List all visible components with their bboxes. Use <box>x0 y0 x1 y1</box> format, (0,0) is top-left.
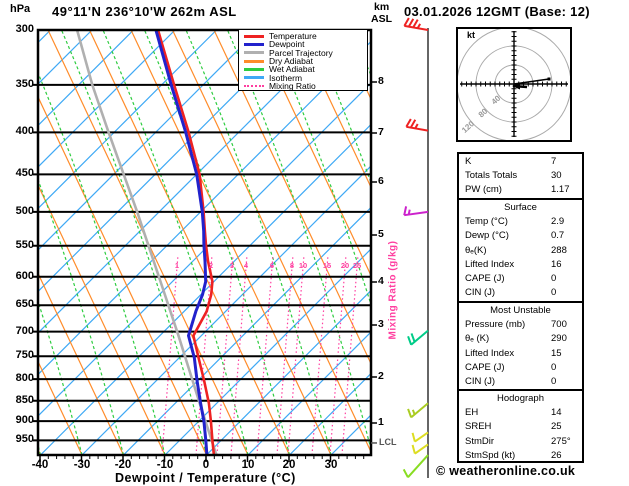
hodograph-stats-table <box>457 389 584 463</box>
mixing-ratio-line-swatch <box>244 85 264 87</box>
wind-barb <box>413 432 428 441</box>
row-label: Pressure (mb) <box>465 319 526 331</box>
table-row <box>459 449 582 463</box>
hodograph-ring-label-80: 80 <box>476 106 490 120</box>
table-row <box>459 361 582 375</box>
row-value: 275° <box>551 435 571 447</box>
table-row <box>459 406 582 420</box>
row-label: Dewp (°C) <box>465 230 509 242</box>
pressure-tick-label: 400 <box>15 125 34 137</box>
mixing-tick-label: 6 <box>269 261 275 270</box>
row-label: K <box>465 156 472 167</box>
table-row <box>459 258 582 272</box>
table-row <box>459 435 582 449</box>
km-tick-label: 4 <box>378 275 384 287</box>
temp-tick-label: 30 <box>324 459 338 471</box>
temp-tick-label: 10 <box>241 459 255 471</box>
row-value: 7 <box>551 156 557 167</box>
wind-barbs <box>404 18 428 477</box>
row-value: 0 <box>551 375 557 387</box>
temp-tick-label: -20 <box>114 459 132 471</box>
wind-barb <box>404 206 428 215</box>
row-label: Lifted Index <box>465 258 515 270</box>
mixing-tick-label: 3 <box>229 261 235 270</box>
wind-barb <box>413 444 428 453</box>
wind-barb <box>406 119 428 131</box>
table-row <box>459 169 582 183</box>
isotherm-line-swatch <box>244 76 264 79</box>
mixing-tick-label: 2 <box>208 261 214 270</box>
copyright-footer: © weatheronline.co.uk <box>436 464 576 478</box>
mixing-tick-label: 20 <box>340 261 350 270</box>
table-row <box>459 272 582 286</box>
row-label: θₑ (K) <box>465 333 490 345</box>
hodograph-ring-label-120: 120 <box>460 119 476 135</box>
row-label: EH <box>465 407 479 419</box>
legend-label: Temperature <box>269 31 317 42</box>
mixing-tick-label: 4 <box>243 261 249 270</box>
row-value: 1.17 <box>551 184 570 196</box>
km-tick-label: 5 <box>378 228 384 240</box>
altitude-unit-asl: ASL <box>371 13 392 25</box>
row-label: SREH <box>465 421 492 433</box>
temp-tick-label: 20 <box>282 459 296 471</box>
row-value: 14 <box>551 407 562 419</box>
row-label: CIN (J) <box>465 287 496 299</box>
wind-barb <box>408 331 428 345</box>
parcel-trajectory-curve <box>77 30 216 455</box>
dewpoint-line-swatch <box>244 43 264 46</box>
table-row <box>459 229 582 243</box>
row-value: 700 <box>551 319 567 331</box>
row-label: StmDir <box>465 435 495 447</box>
legend-label: Mixing Ratio <box>269 80 316 91</box>
temp-tick-label: -30 <box>73 459 91 471</box>
km-tick-label: 8 <box>378 75 384 87</box>
row-label: Temp (°C) <box>465 216 508 228</box>
row-value: 30 <box>551 170 562 182</box>
surface-table-header: Surface <box>504 202 537 213</box>
row-label: Lifted Index <box>465 347 515 359</box>
mixing-ratio-axis-label: Mixing Ratio (g/kg) <box>387 240 399 340</box>
row-label: CAPE (J) <box>465 361 505 373</box>
row-value: 16 <box>551 258 562 270</box>
wind-barb <box>404 455 428 477</box>
x-axis-label: Dewpoint / Temperature (°C) <box>115 471 296 485</box>
surface-table <box>457 198 584 303</box>
pressure-unit-label: hPa <box>10 3 31 15</box>
table-row <box>459 332 582 346</box>
wind-barb <box>404 18 428 30</box>
dewpoint-curve <box>156 30 207 455</box>
hodograph-ring-label-40: 40 <box>489 93 503 107</box>
km-tick-label: 1 <box>378 416 384 428</box>
table-row <box>459 286 582 300</box>
dry-adiabat-line-swatch <box>244 60 264 63</box>
pressure-tick-label: 350 <box>15 78 34 90</box>
mixing-tick-label: 25 <box>352 261 362 270</box>
mixing-tick-label: 8 <box>289 261 295 270</box>
row-label: PW (cm) <box>465 184 502 196</box>
lcl-label: LCL <box>379 437 397 447</box>
legend-label: Dry Adiabat <box>269 56 313 67</box>
mixing-tick-label: 15 <box>322 261 332 270</box>
pressure-tick-label: 850 <box>15 394 34 406</box>
most-unstable-table <box>457 301 584 391</box>
wet-adiabat-line-swatch <box>244 68 264 71</box>
legend-label: Wet Adiabat <box>269 64 315 75</box>
table-row <box>459 244 582 258</box>
mixing-tick-label: 10 <box>298 261 308 270</box>
row-label: StmSpd (kt) <box>465 449 516 461</box>
row-value: 25 <box>551 421 562 433</box>
row-label: CAPE (J) <box>465 272 505 284</box>
row-value: 0.7 <box>551 230 565 242</box>
pressure-tick-label: 600 <box>15 270 34 282</box>
row-value: 15 <box>551 347 562 359</box>
legend-item <box>244 65 367 73</box>
pressure-tick-label: 700 <box>15 325 34 337</box>
legend-label: Dewpoint <box>269 39 305 50</box>
row-value: 0 <box>551 361 557 373</box>
hodograph-table-header: Hodograph <box>496 393 544 404</box>
table-row <box>459 420 582 434</box>
most-unstable-table-header: Most Unstable <box>490 305 551 316</box>
pressure-tick-label: 900 <box>15 414 34 426</box>
sounding-curves <box>77 30 216 455</box>
table-row <box>459 215 582 229</box>
table-row <box>459 183 582 197</box>
pressure-tick-label: 550 <box>15 239 34 251</box>
altitude-unit-km: km <box>374 1 390 13</box>
table-row <box>459 318 582 332</box>
table-row <box>459 155 582 169</box>
row-value: 2.9 <box>551 216 565 228</box>
hodograph-unit-label: kt <box>467 30 476 40</box>
legend-label: Isotherm <box>269 72 303 83</box>
pressure-tick-label: 300 <box>15 23 34 35</box>
km-tick-label: 7 <box>378 126 384 138</box>
pressure-tick-label: 950 <box>15 433 34 445</box>
pressure-tick-label: 500 <box>15 205 34 217</box>
temp-tick-label: 0 <box>202 459 210 471</box>
wind-barb <box>408 403 428 417</box>
legend-item <box>244 32 367 40</box>
row-label: CIN (J) <box>465 375 496 387</box>
station-title: 49°11'N 236°10'W 262m ASL <box>52 4 237 19</box>
pressure-tick-label: 450 <box>15 167 34 179</box>
temp-tick-label: -40 <box>31 459 49 471</box>
row-value: 0 <box>551 272 557 284</box>
datetime-title: 03.01.2026 12GMT (Base: 12) <box>404 4 590 19</box>
km-tick-label: 6 <box>378 175 384 187</box>
table-row <box>459 347 582 361</box>
legend-label: Parcel Trajectory <box>269 47 333 58</box>
pressure-tick-label: 800 <box>15 372 34 384</box>
row-label: Totals Totals <box>465 170 518 182</box>
legend-box <box>238 29 368 91</box>
row-value: 290 <box>551 333 567 345</box>
temp-tick-label: -10 <box>156 459 174 471</box>
table-row <box>459 375 582 389</box>
pressure-tick-label: 750 <box>15 349 34 361</box>
km-tick-label: 3 <box>378 318 384 330</box>
parcel-line-swatch <box>244 51 264 54</box>
temperature-line-swatch <box>244 35 264 38</box>
temperature-curve <box>158 30 214 455</box>
row-value: 0 <box>551 287 557 299</box>
row-value: 26 <box>551 449 562 461</box>
indices-table <box>457 152 584 200</box>
legend-item <box>244 82 367 90</box>
row-value: 288 <box>551 244 567 256</box>
mixing-tick-label: 1 <box>174 261 180 270</box>
km-tick-label: 2 <box>378 370 384 382</box>
row-label: θₑ(K) <box>465 244 487 256</box>
pressure-tick-label: 650 <box>15 298 34 310</box>
